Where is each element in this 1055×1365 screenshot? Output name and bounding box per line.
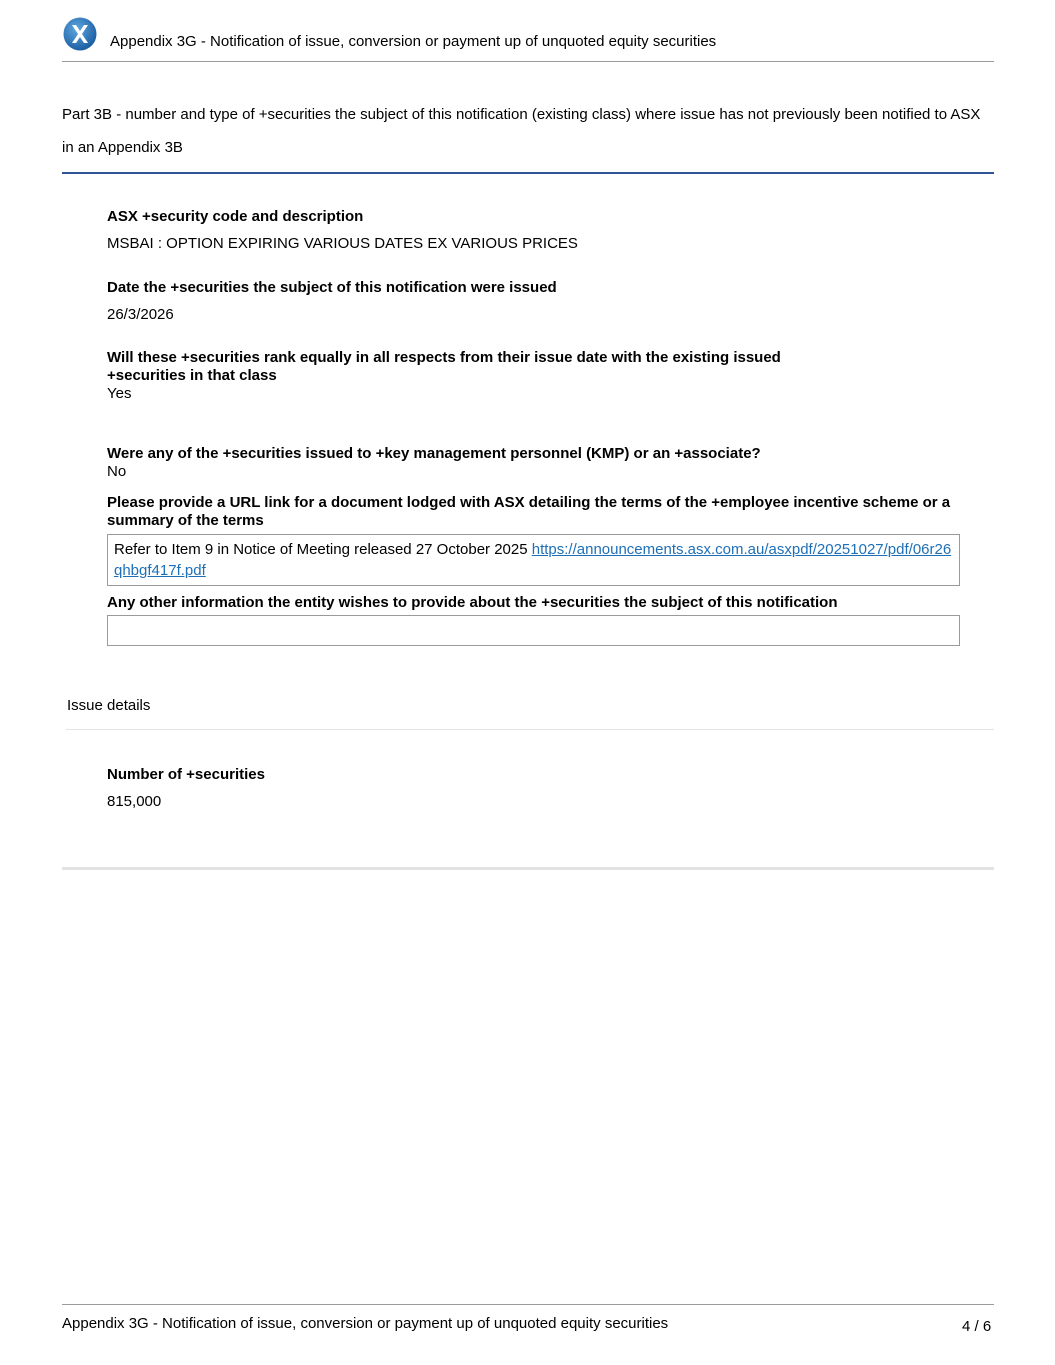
part-title: Part 3B - number and type of +securities the subject of this notification (existing class) where issue has not previously been notified to ASX in an Appendix 3B: [62, 106, 981, 156]
url-link-label: Please provide a URL link for a document lodged with ASX detailing the terms of the +employee incentive scheme or a summary of the terms: [107, 494, 951, 529]
footer-title: Appendix 3G - Notification of issue, conversion or payment up of unquoted equity securities: [62, 1315, 669, 1332]
url-link-box: [107, 534, 960, 586]
issue-details-heading: Issue details: [67, 697, 151, 714]
part-divider: [62, 172, 994, 174]
security-code-label: ASX +security code and description: [107, 208, 364, 225]
rank-equally-label: Will these +securities rank equally in all respects from their issue date with the existing issued +securities in that class: [107, 349, 781, 384]
security-code-value: MSBAI : OPTION EXPIRING VARIOUS DATES EX VARIOUS PRICES: [107, 235, 578, 252]
other-info-box: [107, 615, 960, 646]
kmp-label: Were any of the +securities issued to +key management personnel (KMP) or an +associate?: [107, 445, 761, 462]
header-title: Appendix 3G - Notification of issue, conversion or payment up of unquoted equity securities: [110, 33, 717, 50]
rank-equally-value: Yes: [107, 385, 132, 402]
issue-details-divider: [66, 729, 994, 730]
issue-date-value: 26/3/2026: [107, 306, 174, 323]
number-of-securities-value: 815,000: [107, 793, 162, 810]
footer-divider: [62, 1304, 994, 1305]
kmp-value: No: [107, 463, 127, 480]
terms-document-link[interactable]: https://announcements.asx.com.au/asxpdf/20251027/pdf/06r26qhbgf417f.pdf: [114, 541, 952, 579]
number-of-securities-label: Number of +securities: [107, 766, 265, 783]
url-link-text: Refer to Item 9 in Notice of Meeting released 27 October 2025: [114, 541, 528, 558]
asx-logo-icon: [63, 17, 97, 51]
other-info-label: Any other information the entity wishes to provide about the +securities the subject of this notification: [107, 594, 838, 611]
section-end-divider: [62, 867, 994, 870]
header-divider: [62, 61, 994, 62]
issue-date-label: Date the +securities the subject of this notification were issued: [107, 279, 557, 296]
page-number: 4 / 6: [962, 1318, 992, 1335]
